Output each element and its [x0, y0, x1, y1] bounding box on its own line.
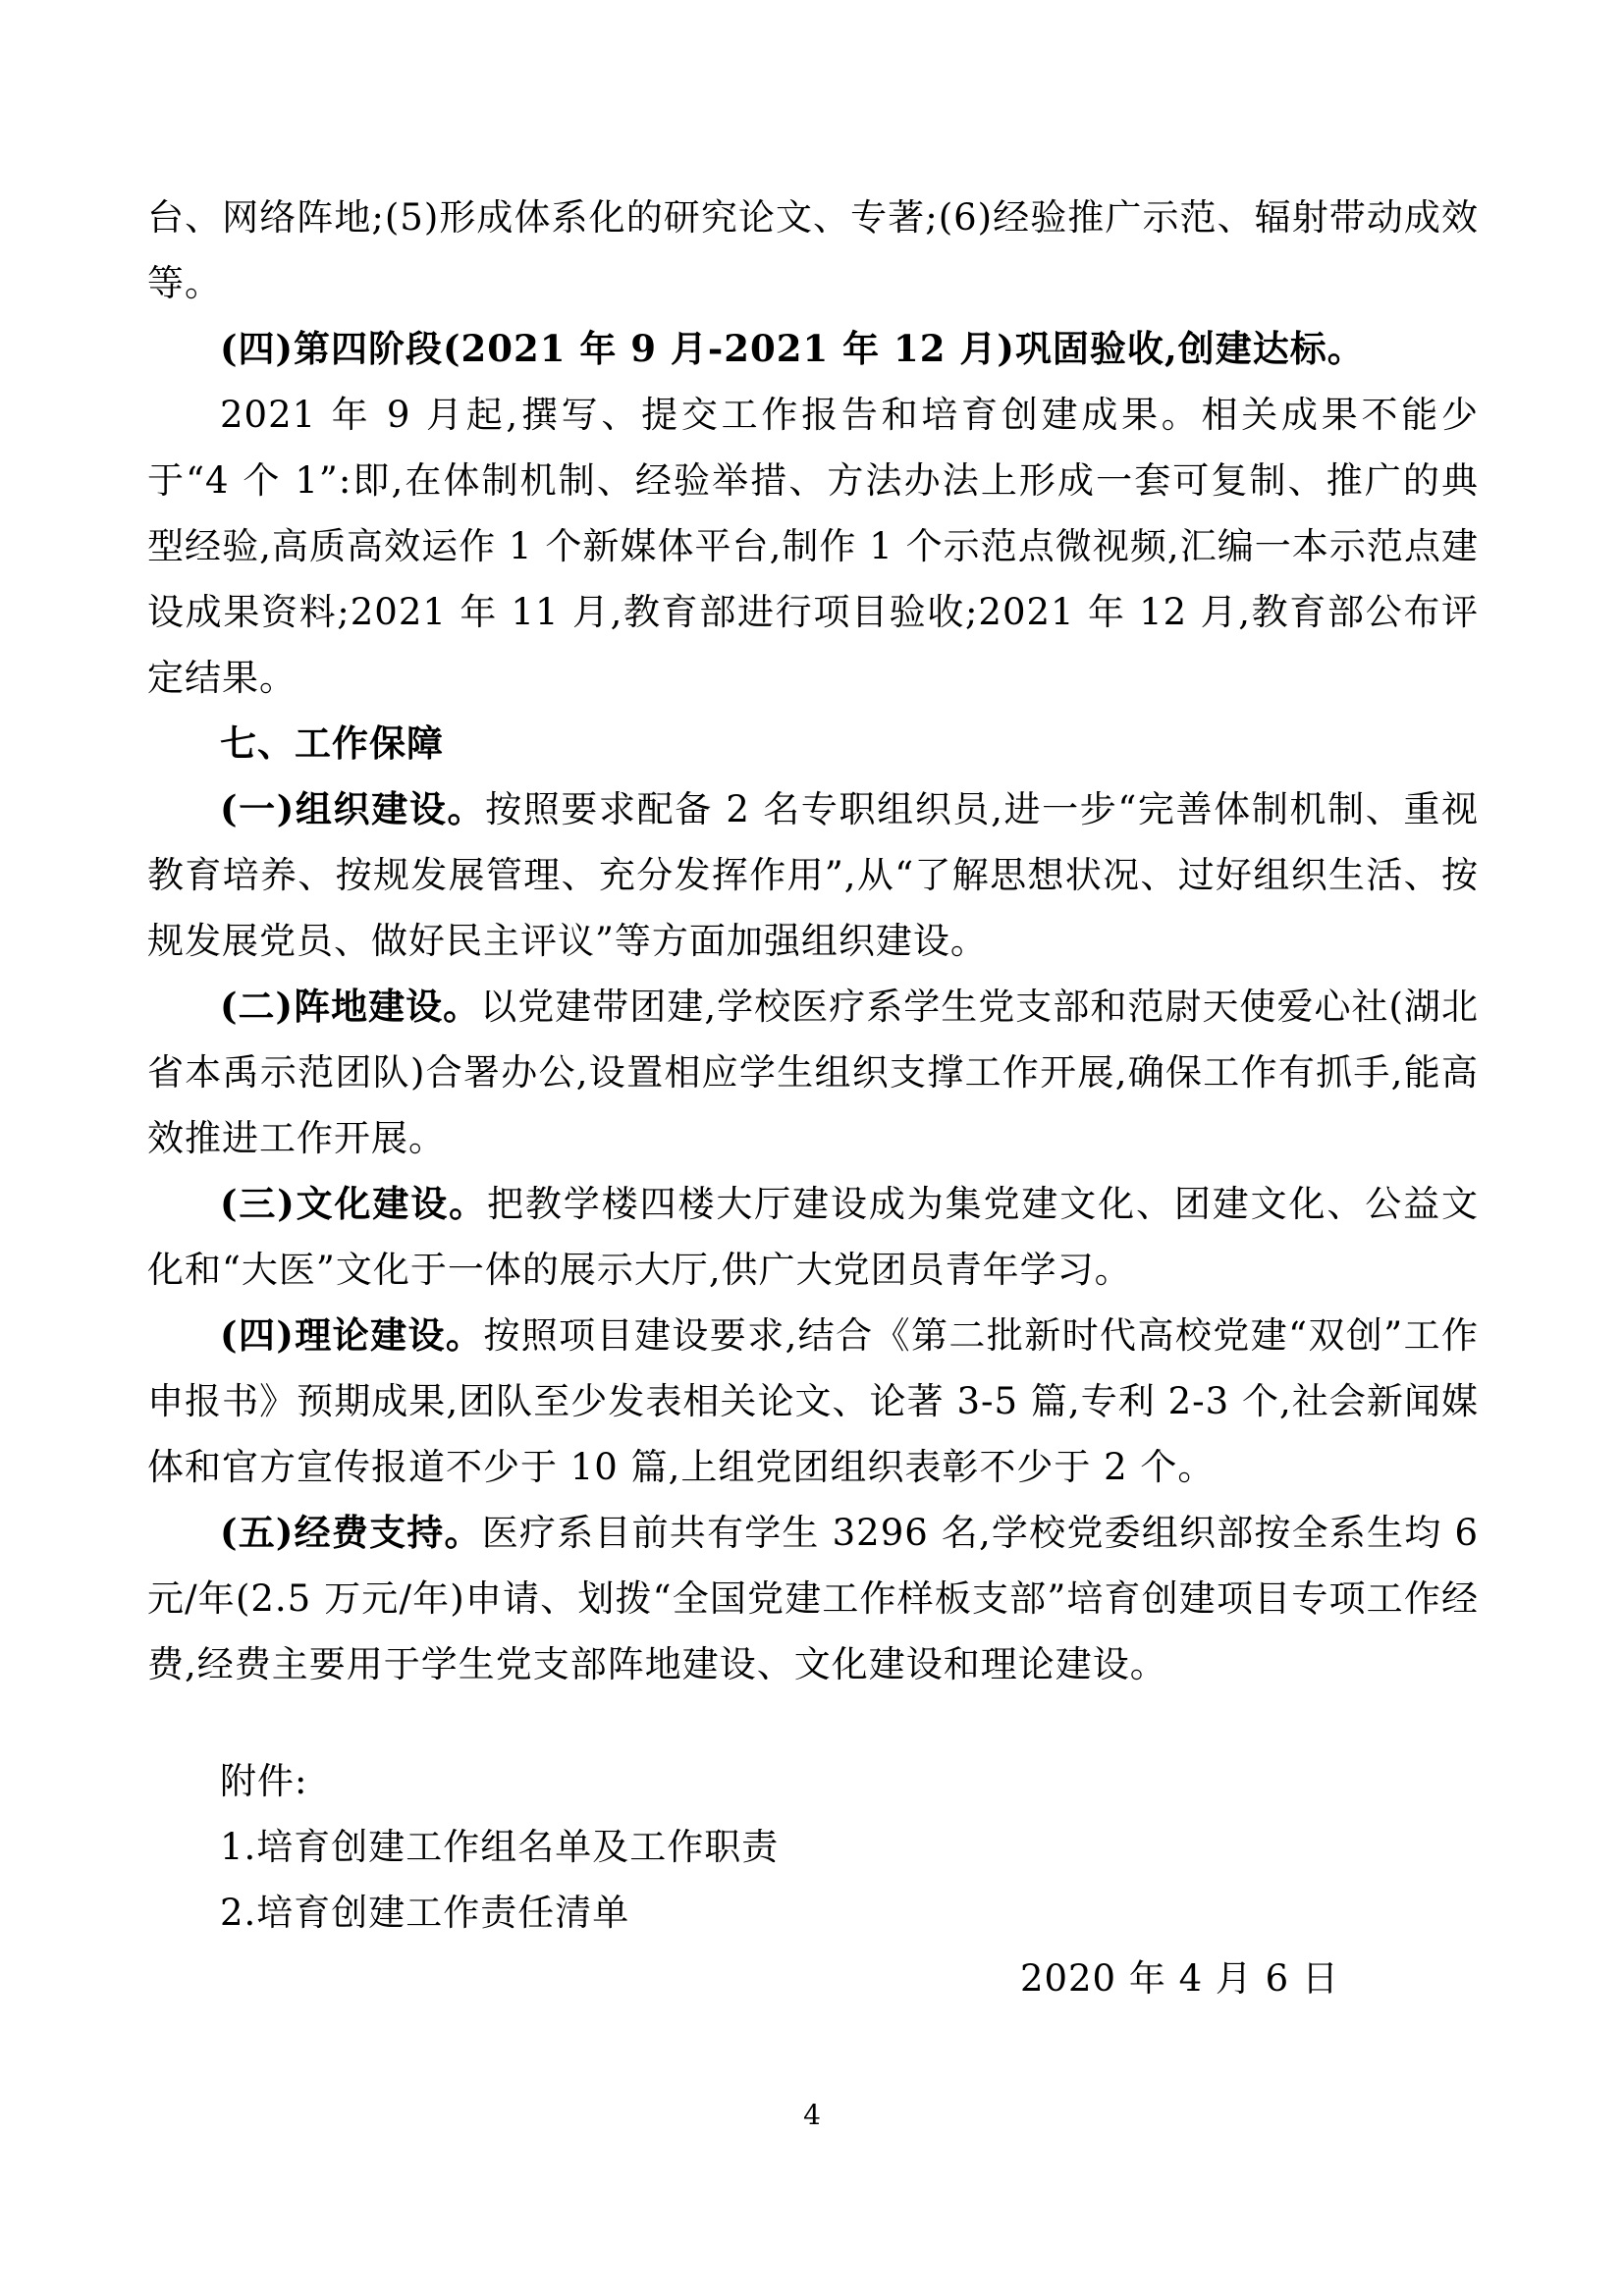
paragraph-lead: (二)阵地建设。 [220, 985, 481, 1028]
section-heading-stage4 [147, 316, 1479, 382]
paragraph-lead: (三)文化建设。 [220, 1182, 488, 1225]
paragraph-text: 台、网络阵地;(5)形成体系化的研究论文、专著;(6)经验推广示范、辐射带动成效等。 [147, 196, 1479, 304]
paragraph-lead: (五)经费支持。 [220, 1511, 482, 1554]
attachment-item-1: 1.培育创建工作组名单及工作职责 [220, 1826, 780, 1868]
paragraph [147, 382, 1479, 711]
paragraph-theory [147, 1303, 1479, 1500]
page-number: 4 [803, 2099, 821, 2131]
paragraph-lead: (四)理论建设。 [220, 1313, 484, 1357]
attachment-item-2: 2.培育创建工作责任清单 [220, 1892, 630, 1934]
paragraph-lead: (一)组织建设。 [220, 787, 486, 830]
date-line: 2020 年 4 月 6 日 [1019, 1957, 1339, 2000]
paragraph [147, 185, 1479, 316]
paragraph-text: 按照要求配备 2 名专职组织员,进一步“完善体制机制、重视教育培养、按规发展管理、充分发挥作用”,从“了解思想状况、过好组织生活、按规发展党员、做好民主评议”等方面加强组织建设。 [147, 788, 1479, 962]
section-heading-work-guarantee [147, 711, 1479, 776]
paragraph-text: 把教学楼四楼大厅建设成为集党建文化、团建文化、公益文化和“大医”文化于一体的展示大厅,供广大党团员青年学习。 [147, 1183, 1480, 1291]
attachments-section [147, 1748, 1479, 1946]
section-heading-text: 七、工作保障 [220, 721, 444, 765]
paragraph-text: 按照项目建设要求,结合《第二批新时代高校党建“双创”工作申报书》预期成果,团队至少发表相关论文、论著 3-5 篇,专利 2-3 个,社会新闻媒体和官方宣传报道不少于 10 篇,上组党团组织表彰不少于 2 个。 [147, 1314, 1480, 1488]
paragraph-text: 以党建带团建,学校医疗系学生党支部和范尉天使爱心社(湖北省本禹示范团队)合署办公,设置相应学生组织支撑工作开展,确保工作有抓手,能高效推进工作开展。 [147, 986, 1480, 1159]
paragraph-text: 2021 年 9 月起,撰写、提交工作报告和培育创建成果。相关成果不能少于“4 个 1”:即,在体制机制、经验举措、方法办法上形成一套可复制、推广的典型经验,高质高效运作 1 个新媒体平台,制作 1 个示范点微视频,汇编一本示范点建设成果资料;2021 年 11 月,教育部进行项目验收;2021 年 12 月,教育部公布评定结果。 [147, 394, 1479, 699]
paragraph-text: 医疗系目前共有学生 3296 名,学校党委组织部按全系生均 6 元/年(2.5 万元/年)申请、划拨“全国党建工作样板支部”培育创建项目专项工作经费,经费主要用于学生党支部阵地建设、文化建设和理论建设。 [147, 1512, 1479, 1685]
paragraph-organization [147, 776, 1479, 974]
paragraph-position [147, 974, 1479, 1171]
document-body [147, 185, 1479, 2011]
section-heading-text: (四)第四阶段(2021 年 9 月-2021 年 12 月)巩固验收,创建达标。 [220, 327, 1365, 370]
paragraph-funding [147, 1500, 1479, 1697]
paragraph-culture [147, 1171, 1479, 1303]
attachments-label: 附件: [220, 1760, 308, 1802]
